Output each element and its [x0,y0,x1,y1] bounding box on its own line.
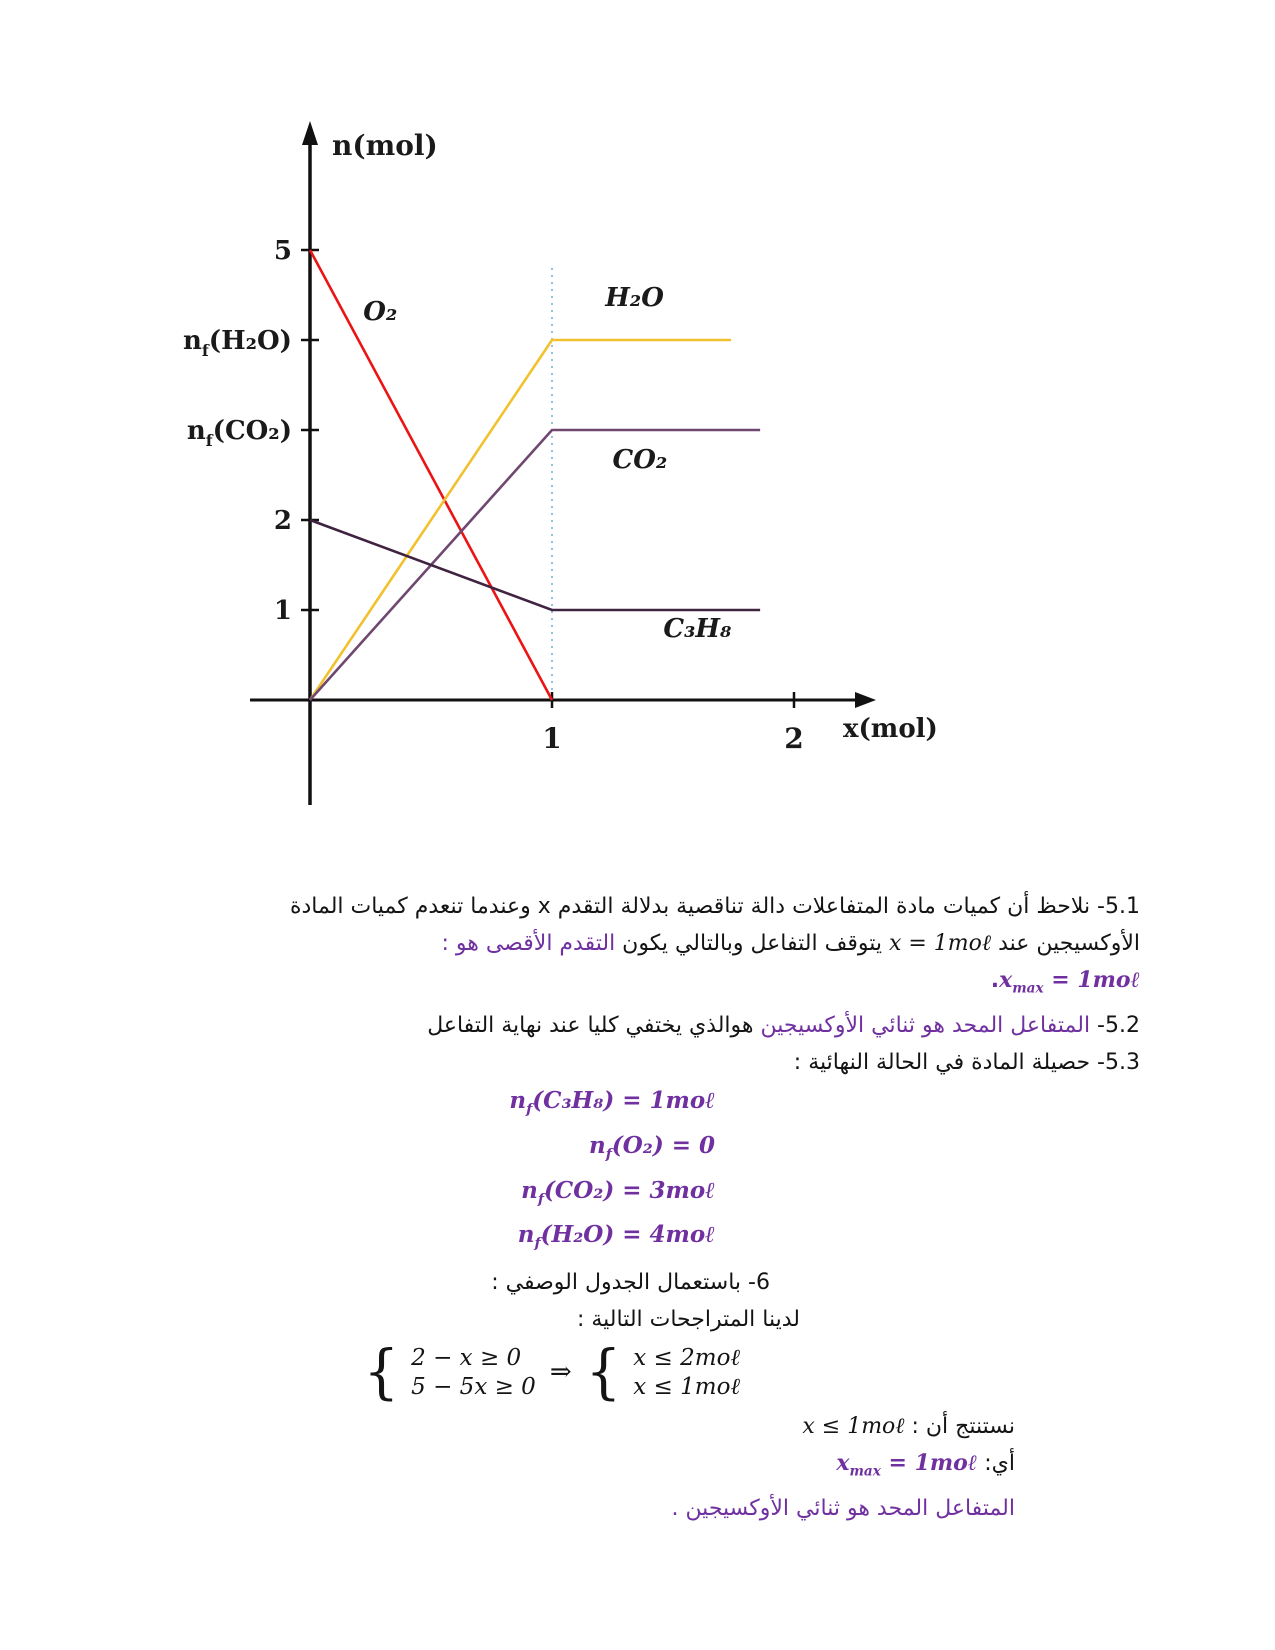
x-tick-label: 2 [784,722,804,755]
math-rest: (H₂O) = 4moℓ [540,1221,715,1249]
series-line-2 [310,430,760,700]
equation-c3h8 [509,1083,715,1128]
equation-o2 [509,1128,715,1173]
y-tick-label: $n_f(CO_2)$ [186,416,292,450]
text-disappears: هوالذي يختفي كليا عند نهاية التفاعل [427,1013,754,1039]
line-conclusion [802,1408,1015,1445]
item-number-5-2: 5.2- [1090,1013,1140,1039]
implies-arrow-icon: ⇒ [549,1357,572,1388]
y-tick-label: 1 [273,596,292,626]
series-line-1 [310,340,731,700]
math-n: n [588,1131,606,1159]
inequality-2: 5 − 5x ≥ 0 [411,1373,536,1400]
line-6-sub: لدينا المتراجحات التالية : [576,1306,800,1332]
x-axis-title: x(mol) [843,714,938,744]
line-5-1-part2 [60,925,1140,962]
line-limiting-reagent-final: المتفاعل المحد هو ثنائي الأوكسيجين . [671,1496,1015,1522]
inequality-system [363,1338,740,1407]
line-xmax-result [60,962,1140,1007]
inequality-4: x ≤ 1moℓ [633,1373,740,1400]
math-sub-max: max [849,1463,881,1480]
x-axis-arrow-icon [855,692,876,708]
math-sub-max: max [1012,980,1044,997]
x-tick-label: 1 [542,722,562,755]
left-brace: { [363,1338,400,1407]
math-value: = 1moℓ [1043,967,1140,993]
math-x-lte-1mol: x ≤ 1moℓ [802,1413,905,1439]
math-rest: (C₃H₈) = 1moℓ [532,1087,715,1115]
math-rest: (CO₂) = 3moℓ [544,1176,715,1204]
line-5-2 [60,1007,1140,1044]
text-that-is: أي: [977,1450,1015,1476]
series-label-3: C₃H₈ [663,614,732,644]
series-label-0: O₂ [363,297,398,328]
inequality-1: 2 − x ≥ 0 [411,1344,522,1371]
text-oxygen-at: الأوكسيجين عند [991,931,1140,956]
series-label-1: H₂O [605,282,664,313]
inequality-3: x ≤ 2moℓ [633,1344,740,1371]
math-sub-f: f [526,1101,533,1118]
sentence-period: . [990,968,1000,993]
math-n: n [517,1221,535,1249]
text-limiting-reagent: المتفاعل المحد هو ثنائي الأوكسيجين [753,1013,1091,1039]
y-tick-label: 2 [273,506,292,536]
math-rest: (O₂) = 0 [611,1131,715,1159]
line-5-3: 5.3- حصيلة المادة في الحالة النهائية : [793,1050,1140,1076]
series-line-0 [310,250,552,700]
final-amounts [509,1083,715,1261]
series-label-2: CO₂ [612,444,668,475]
line-that-is [836,1445,1015,1490]
text-max-progress-label: التقدم الأقصى هو : [441,931,616,956]
series-line-3 [310,520,760,610]
line-5-1-part1: 5.1- نلاحظ أن كميات مادة المتفاعلات دالة تناقصية بدلالة التقدم x وعندما تنعدم كميات المادة [289,894,1140,919]
equation-co2 [509,1173,715,1218]
text-we-conclude: نستنتج أن : [904,1413,1015,1439]
equation-h2o [509,1217,715,1262]
y-axis-arrow-icon [302,121,318,145]
text-reaction-stops: يتوقف التفاعل وبالتالي يكون [615,931,889,956]
chart-svg [150,115,980,835]
reaction-progress-chart [150,115,980,835]
math-sub-f: f [534,1235,541,1252]
math-x-equals-1mol: x = 1moℓ [888,931,992,956]
math-x: x [836,1449,850,1476]
math-n: n [509,1087,527,1115]
inequalities-right [633,1344,740,1402]
line-6: 6- باستعمال الجدول الوصفي : [491,1269,770,1295]
math-sub-f: f [605,1146,612,1163]
y-tick-label: $n_f(H_2O)$ [182,326,292,360]
y-tick-label: 5 [273,236,292,266]
inequalities-left [411,1344,536,1402]
math-xmax-equals-1mol [999,967,1140,997]
math-xmax-equals-1mol-2 [836,1449,978,1480]
math-n: n [521,1176,538,1204]
math-sub-f: f [537,1191,545,1208]
right-brace: { [585,1338,622,1407]
y-axis-title: n(mol) [332,129,438,162]
math-value: = 1moℓ [880,1449,978,1476]
solution-section [60,888,1140,1527]
math-x: x [999,967,1013,993]
